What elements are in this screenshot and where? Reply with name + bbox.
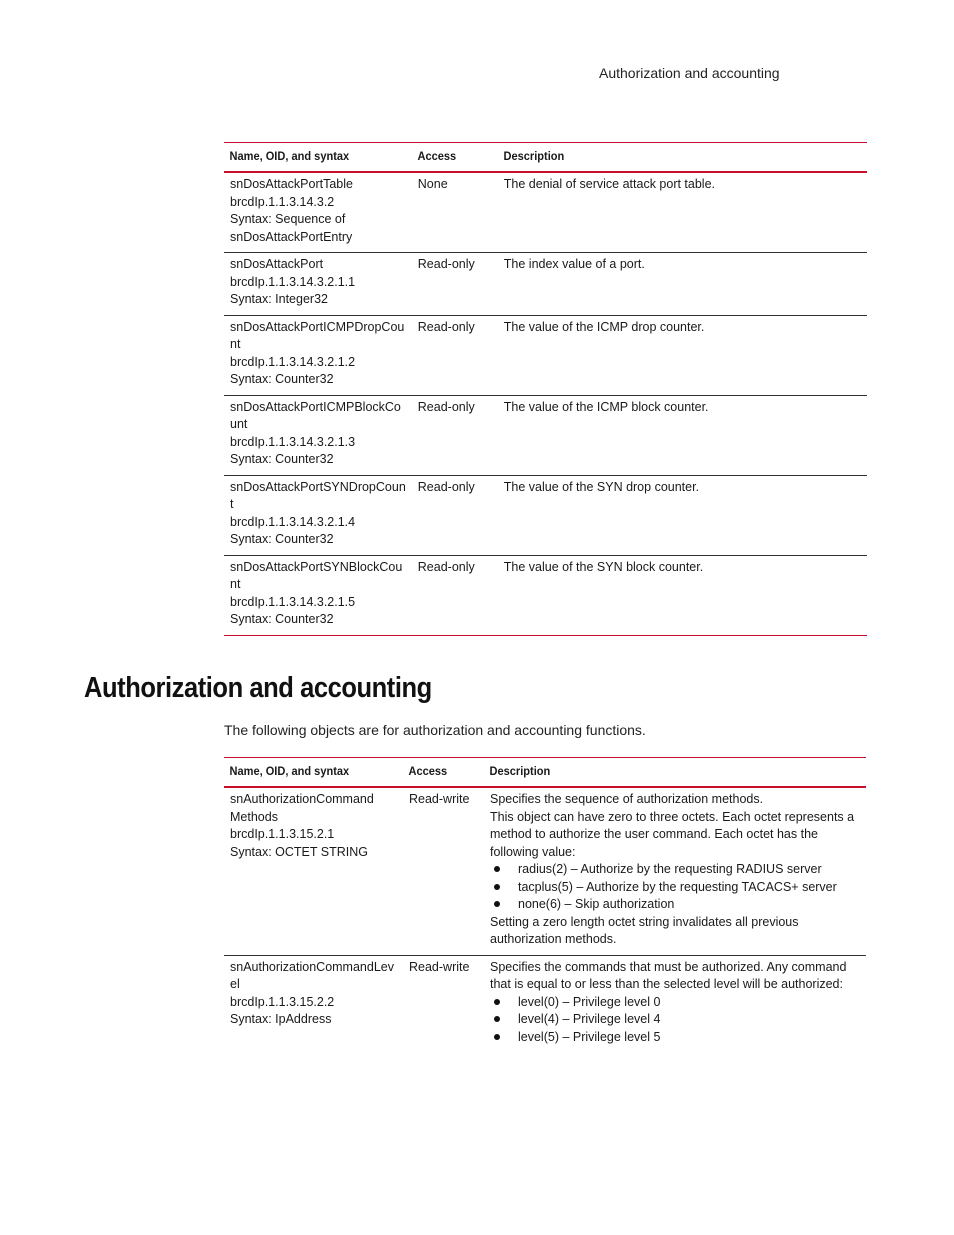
section-intro: The following objects are for authorization and accounting functions. [224,722,646,738]
name-oid-syntax-cell [224,315,412,395]
access-cell: None [412,172,498,253]
table-row [224,787,866,955]
description-cell [484,787,866,955]
table-header-row [224,758,866,788]
name-oid-syntax-cell [224,787,403,955]
list-item: none(6) – Skip authorization [490,896,860,914]
access-cell: Read-only [412,475,498,555]
value-list [490,994,860,1047]
object-name-cont: el [230,977,240,991]
list-item: tacplus(5) – Authorize by the requesting TACACS+ server [490,879,860,897]
dos-attack-port-table [224,142,867,636]
description-cell: The value of the SYN block counter. [498,555,867,635]
description-line: Specifies the sequence of authorization methods. [490,792,764,806]
column-header-name: Name, OID, and syntax [224,143,397,173]
description-cell [484,955,866,1052]
object-syntax-cont: snDosAttackPortEntry [230,229,353,244]
value-list [490,861,860,914]
description-line: Specifies the commands that must be authorized. Any command that is equal to or less than the selected level will be authorized: [490,959,847,991]
column-header-description: Description [484,758,835,788]
object-syntax: Syntax: IpAddress [230,1012,332,1026]
list-item: level(0) – Privilege level 0 [490,994,860,1012]
table-row [224,955,866,1052]
object-name: snDosAttackPortTable [230,177,353,191]
table-row [224,315,867,395]
running-header: Authorization and accounting [599,65,780,81]
object-syntax: Syntax: Counter32 [230,372,334,386]
object-name-cont: unt [230,417,248,431]
list-item: level(4) – Privilege level 4 [490,1011,860,1029]
object-oid: brcdIp.1.1.3.14.3.2.1.1 [230,274,356,289]
column-header-name: Name, OID, and syntax [224,758,389,788]
name-oid-syntax-cell [224,555,412,635]
name-oid-syntax-cell [224,475,412,555]
object-name: snDosAttackPortICMPDropCou [230,319,405,334]
name-oid-syntax-cell [224,395,412,475]
description-note: Setting a zero length octet string invalidates all previous authorization methods. [490,914,799,946]
object-syntax: Syntax: Sequence of [230,212,346,226]
authorization-table [224,757,866,1052]
object-name: snDosAttackPortSYNBlockCou [230,559,403,574]
column-header-description: Description [498,143,838,173]
object-name: snAuthorizationCommandLev [230,959,394,974]
object-syntax: Syntax: Counter32 [230,452,334,466]
table-row [224,253,867,316]
description-cell: The value of the ICMP block counter. [498,395,867,475]
table-row [224,395,867,475]
access-cell: Read-only [412,395,498,475]
object-oid: brcdIp.1.1.3.15.2.2 [230,994,335,1009]
table-row [224,555,867,635]
section-title: Authorization and accounting [84,672,432,704]
object-syntax: Syntax: Counter32 [230,612,334,626]
object-name-cont: Methods [230,809,278,824]
description-cell: The value of the SYN drop counter. [498,475,867,555]
object-oid: brcdIp.1.1.3.14.3.2.1.5 [230,594,356,609]
object-syntax: Syntax: Integer32 [230,292,328,306]
name-oid-syntax-cell [224,253,412,316]
object-name-cont: nt [230,337,241,351]
table-header-row [224,143,867,173]
access-cell: Read-only [412,315,498,395]
object-name: snDosAttackPortICMPBlockCo [230,399,401,414]
access-cell: Read-only [412,555,498,635]
object-name: snAuthorizationCommand [230,792,374,806]
object-oid: brcdIp.1.1.3.14.3.2.1.3 [230,434,356,449]
object-name-cont: t [230,497,234,511]
name-oid-syntax-cell [224,172,412,253]
object-name-cont: nt [230,577,241,591]
description-cell: The index value of a port. [498,253,867,316]
description-cell: The denial of service attack port table. [498,172,867,253]
access-cell: Read-write [409,959,470,974]
object-syntax: Syntax: OCTET STRING [230,844,368,859]
object-oid: brcdIp.1.1.3.14.3.2.1.4 [230,514,356,529]
table-row [224,475,867,555]
object-oid: brcdIp.1.1.3.15.2.1 [230,827,335,841]
object-oid: brcdIp.1.1.3.14.3.2 [230,194,335,209]
object-oid: brcdIp.1.1.3.14.3.2.1.2 [230,354,356,369]
access-cell: Read-write [403,787,484,955]
column-header-access: Access [412,143,491,173]
name-oid-syntax-cell [224,955,403,1052]
access-cell: Read-only [412,253,498,316]
description-cell: The value of the ICMP drop counter. [498,315,867,395]
object-syntax: Syntax: Counter32 [230,532,334,546]
object-name: snDosAttackPortSYNDropCoun [230,479,406,494]
table-row [224,172,867,253]
column-header-access: Access [403,758,478,788]
list-item: level(5) – Privilege level 5 [490,1029,860,1047]
description-line: This object can have zero to three octets. Each octet represents a method to authorize the user command. Each octet has the following value: [490,809,855,859]
list-item: radius(2) – Authorize by the requesting RADIUS server [490,861,860,879]
object-name: snDosAttackPort [230,257,324,271]
